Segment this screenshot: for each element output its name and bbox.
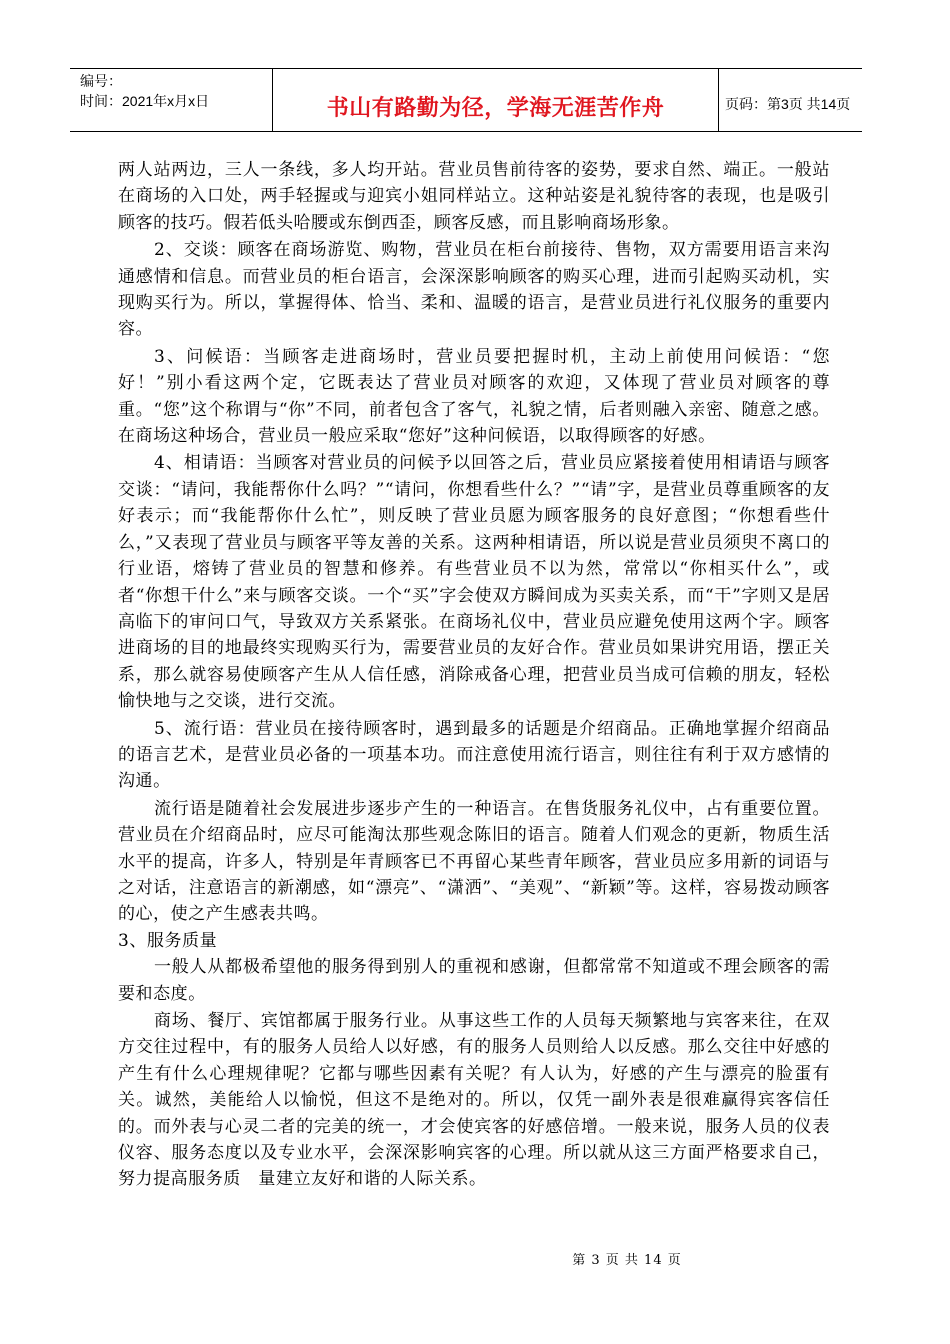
- paragraph-popular-phrases: 5、流行语：营业员在接待顾客时，遇到最多的话题是介绍商品。正确地掌握介绍商品的语言艺术，是营业员必备的一项基本功。而注意使用流行语言，则往往有利于双方感情的沟通。: [118, 718, 830, 792]
- paragraph-invitation-phrases: 4、相请语：当顾客对营业员的问候予以回答之后，营业员应紧接着使用相请语与顾客交谈：“请问，我能帮你什么吗？”“请问，你想看些什么？”“请”字，是营业员尊重顾客的友好表示；而“我能帮你什么忙”，则反映了营业员愿为顾客服务的良好意图；“你想看些什么，”又表现了营业员与顾客平等友善的关系。这两种相请语，所以说是营业员须臾不离口的行业语，熔铸了营业员的智慧和修养。有些营业员不以为然，常常以“你相买什么”，或者“你想干什么”来与顾客交谈。一个“买”字会使双方瞬间成为买卖关系，而“干”字则又是居高临下的审问口气，导致双方关系紧张。在商场礼仪中，营业员应避免使用这两个字。顾客进商场的目的地最终实现购买行为，需要营业员的友好合作。营业员如果讲究用语，摆正关系，那么就容易使顾客产生从人信任感，消除戒备心理，把营业员当成可信赖的朋友，轻松愉快地与之交谈，进行交流。: [118, 453, 830, 712]
- paragraph-service-industry: 商场、餐厅、宾馆都属于服务行业。从事这些工作的人员每天频繁地与宾客来往，在双方交往过程中，有的服务人员给人以好感，有的服务人员则给人以反感。那么交往中好感的产生有什么心理规律呢？它都与哪些因素有关呢？有人认为，好感的产生与漂亮的脸蛋有关。诚然，美能给人以愉悦，但这不是绝对的。所以，仅凭一副外表是很难赢得宾客信任的。而外表与心灵二者的完美的统一，才会使宾客的好感倍增。一般来说，服务人员的仪表仪容、服务态度以及专业水平，会深深影响宾客的心理。所以就从这三方面严格要求自己，努力提高服务质 量建立友好和谐的人际关系。: [118, 1011, 830, 1190]
- section-heading-service-quality: 3、服务质量: [118, 930, 218, 951]
- header-motto: 书山有路勤为径，学海无涯苦作舟: [326, 96, 665, 121]
- paragraph-conversation: 2、交谈：顾客在商场游览、购物，营业员在柜台前接待、售物，双方需要用语言来沟通感情和信息。而营业员的柜台语言，会深深影响顾客的购买心理，进而引起购买动机，实现购买行为。所以，掌握得体、恰当、柔和、温暖的语言，是营业员进行礼仪服务的重要内容。: [118, 240, 830, 340]
- paragraph-greeting: 3、问候语：当顾客走进商场时，营业员要把握时机，主动上前使用问候语：“您好！”别小看这两个定，它既表达了营业员对顾客的欢迎，又体现了营业员对顾客的尊重。“您”这个称谓与“你”不同，前者包含了客气，礼貌之情，后者则融入亲密、随意之感。在商场这种场合，营业员一般应采取“您好”这种问候语，以取得顾客的好感。: [118, 346, 830, 447]
- header-page-number: 页码：第3页 共14页: [725, 96, 851, 112]
- document-number-label: 编号：: [80, 73, 122, 89]
- document-header: [70, 68, 862, 132]
- document-body: [118, 157, 830, 1193]
- paragraph-popular-language: 流行语是随着社会发展进步逐步产生的一种语言。在售货服务礼仪中，占有重要位置。营业员在介绍商品时，应尽可能淘汰那些观念陈旧的语言。随着人们观念的更新，物质生活水平的提高，许多人，特别是年青顾客已不再留心某些青年顾客，营业员应多用新的词语与之对话，注意语言的新潮感，如“漂亮”、“潇洒”、“美观”、“新颖”等。这样，容易拨动顾客的心，使之产生感表共鸣。: [118, 798, 830, 925]
- page-footer: [0, 1249, 950, 1268]
- paragraph-service-expectation: 一般人从都极希望他的服务得到别人的重视和感谢，但都常常不知道或不理会顾客的需要和态度。: [118, 957, 830, 1004]
- footer-page-number: 第 3 页 共 14 页: [572, 1253, 682, 1268]
- paragraph-standing-posture: 两人站两边，三人一条线，多人均开站。营业员售前待客的姿势，要求自然、端正。一般站在商场的入口处，两手轻握或与迎宾小姐同样站立。这种站姿是礼貌待客的表现，也是吸引顾客的技巧。假若低头哈腰或东倒西歪，顾客反感，而且影响商场形象。: [118, 160, 830, 233]
- header-page-cell: [719, 69, 862, 131]
- document-time-label: 时间：2021年x月x日: [80, 93, 210, 109]
- header-motto-cell: [272, 69, 719, 131]
- header-meta-cell: [70, 69, 272, 131]
